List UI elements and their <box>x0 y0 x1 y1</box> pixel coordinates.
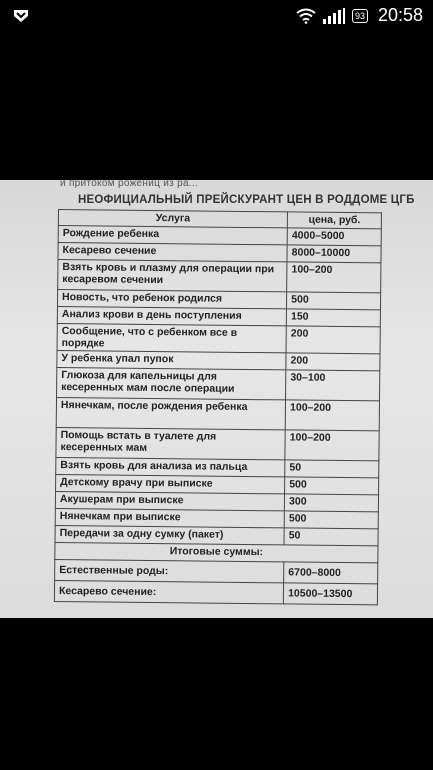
service-cell: Нянечкам, после рождения ребенка <box>56 397 285 429</box>
document-title: НЕОФИЦИАЛЬНЫЙ ПРЕЙСКУРАНТ ЦЕН В РОДДОМЕ ЦГБ <box>78 194 415 206</box>
signal-icon <box>322 8 346 24</box>
price-cell: 150 <box>286 309 380 327</box>
total-label: Кесарево сечение: <box>54 580 283 603</box>
notification-icon <box>12 7 30 25</box>
total-price: 6700–8000 <box>284 562 378 584</box>
table-row <box>56 427 379 460</box>
table-row <box>58 260 381 293</box>
price-cell: 100–200 <box>287 262 381 293</box>
column-header-price: цена, руб. <box>287 212 381 229</box>
table-row <box>57 323 380 353</box>
price-cell: 50 <box>285 460 379 478</box>
service-cell: Кесарево сечение <box>58 243 287 262</box>
service-cell: Передачи за одну сумку (пакет) <box>55 525 284 544</box>
service-cell: Нянечкам при выписке <box>55 508 284 527</box>
service-cell: Взять кровь и плазму для операции при кесаревом сечении <box>58 260 287 292</box>
service-cell: Помощь встать в туалете для кесеренных мам <box>56 427 285 459</box>
service-cell: Рождение ребенка <box>58 226 287 245</box>
wifi-icon <box>296 8 316 24</box>
status-bar <box>0 0 433 32</box>
totals-row <box>54 580 377 604</box>
price-cell: 100–200 <box>285 430 379 461</box>
table-row <box>57 367 380 400</box>
service-cell: Анализ крови в день поступления <box>57 306 286 325</box>
service-cell: Взять кровь для анализа из пальца <box>56 457 285 476</box>
price-cell: 500 <box>287 292 381 310</box>
price-cell: 4000–5000 <box>287 228 381 246</box>
price-cell: 500 <box>284 511 378 529</box>
total-price: 10500–13500 <box>284 583 378 605</box>
price-cell: 500 <box>285 477 379 495</box>
service-cell: Новость, что ребенок родился <box>57 290 286 309</box>
service-cell: Глюкоза для капельницы для кесеренных мам после операции <box>57 367 286 399</box>
service-cell: Акушерам при выписке <box>55 491 284 510</box>
battery-icon: 93 <box>352 9 368 23</box>
clock-time: 20:58 <box>377 5 423 25</box>
cut-off-text: и притоком рожениц из ра... <box>60 180 199 189</box>
service-cell: Детскому врачу при выписке <box>56 474 285 493</box>
price-cell: 30–100 <box>286 370 380 401</box>
price-cell: 300 <box>284 494 378 512</box>
document-photo <box>0 180 433 618</box>
price-table <box>54 209 382 605</box>
column-header-service: Услуга <box>58 210 287 228</box>
price-cell: 100–200 <box>285 400 379 431</box>
service-cell: У ребенка упал пупок <box>57 350 286 369</box>
service-cell: Сообщение, что с ребенком все в порядке <box>57 323 286 352</box>
price-cell: 200 <box>286 353 380 371</box>
totals-header: Итоговые суммы: <box>55 542 378 562</box>
total-label: Естественные роды: <box>55 559 284 582</box>
table-row <box>56 397 379 430</box>
price-cell: 8000–10000 <box>287 245 381 263</box>
price-cell: 50 <box>284 528 378 546</box>
price-cell: 200 <box>286 326 380 354</box>
